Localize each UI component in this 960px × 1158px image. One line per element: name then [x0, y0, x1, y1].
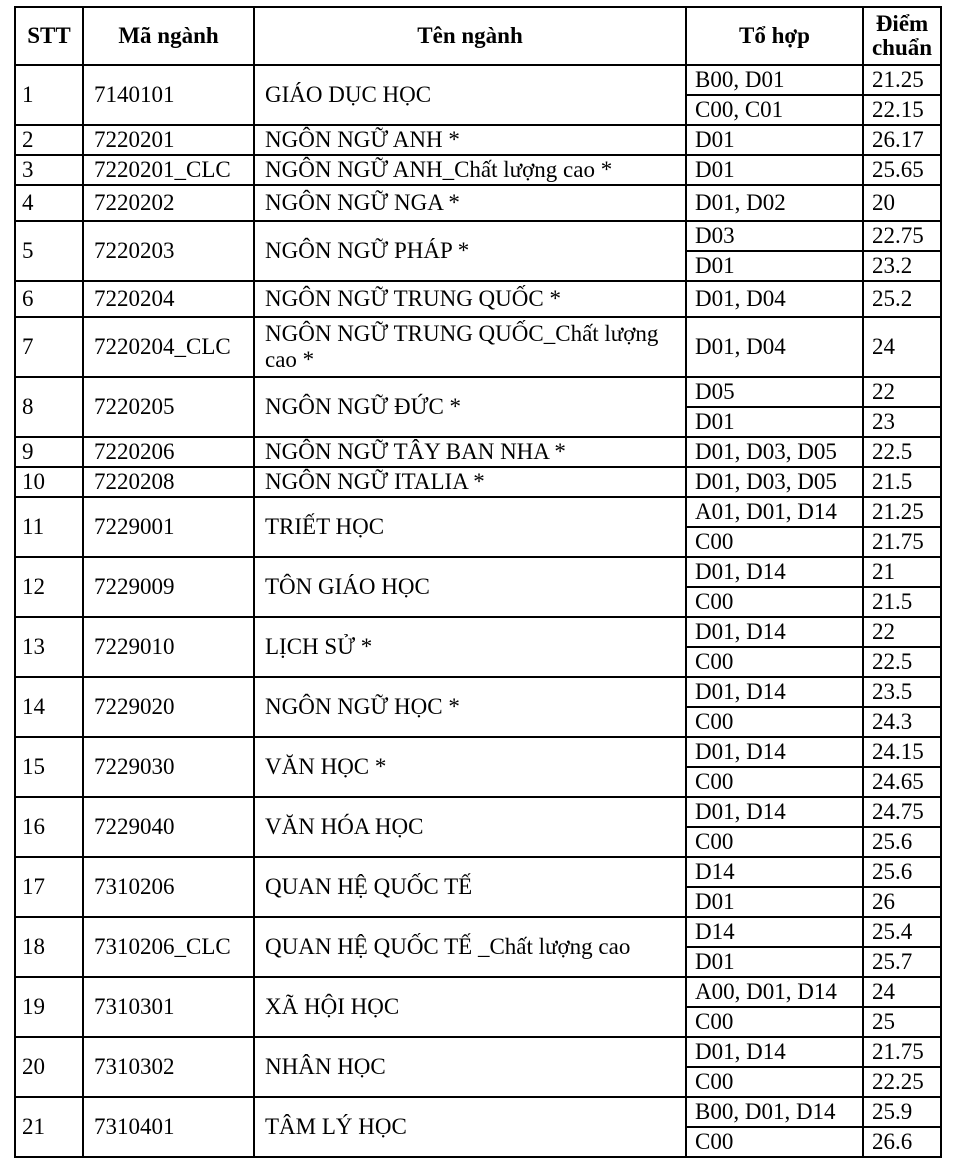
row-stt: 13 — [15, 617, 83, 677]
table-row — [15, 467, 941, 497]
row-subject-combo: D01, D14 — [686, 797, 863, 827]
row-benchmark-score: 22.75 — [863, 221, 941, 251]
row-subject-combo: D01, D14 — [686, 1037, 863, 1067]
row-subject-combo: C00 — [686, 1067, 863, 1097]
header-stt: STT — [15, 7, 83, 65]
row-benchmark-score: 22 — [863, 377, 941, 407]
row-subject-combo: D01, D04 — [686, 281, 863, 317]
table-row — [15, 437, 941, 467]
row-major-code: 7220205 — [83, 377, 254, 437]
row-stt: 3 — [15, 155, 83, 185]
table-row — [15, 125, 941, 155]
row-subject-combo: D01 — [686, 251, 863, 281]
row-major-code: 7229040 — [83, 797, 254, 857]
row-major-name: QUAN HỆ QUỐC TẾ — [254, 857, 686, 917]
row-subject-combo: C00 — [686, 1007, 863, 1037]
row-subject-combo: B00, D01 — [686, 65, 863, 95]
row-major-code: 7220204 — [83, 281, 254, 317]
row-benchmark-score: 21 — [863, 557, 941, 587]
row-major-code: 7310401 — [83, 1097, 254, 1157]
row-major-code: 7220203 — [83, 221, 254, 281]
row-major-name: QUAN HỆ QUỐC TẾ _Chất lượng cao — [254, 917, 686, 977]
row-benchmark-score: 20 — [863, 185, 941, 221]
row-subject-combo: D14 — [686, 857, 863, 887]
row-major-code: 7229001 — [83, 497, 254, 557]
row-major-name: NHÂN HỌC — [254, 1037, 686, 1097]
row-stt: 17 — [15, 857, 83, 917]
row-stt: 16 — [15, 797, 83, 857]
row-benchmark-score: 25.6 — [863, 857, 941, 887]
table-row — [15, 857, 941, 887]
table-row — [15, 737, 941, 767]
row-subject-combo: D01, D02 — [686, 185, 863, 221]
table-body — [15, 65, 941, 1157]
row-major-name: NGÔN NGỮ TÂY BAN NHA * — [254, 437, 686, 467]
row-subject-combo: A00, D01, D14 — [686, 977, 863, 1007]
table-row — [15, 977, 941, 1007]
header-major-code: Mã ngành — [83, 7, 254, 65]
row-benchmark-score: 24.3 — [863, 707, 941, 737]
row-stt: 2 — [15, 125, 83, 155]
row-benchmark-score: 21.5 — [863, 587, 941, 617]
row-stt: 19 — [15, 977, 83, 1037]
row-stt: 21 — [15, 1097, 83, 1157]
row-benchmark-score: 21.25 — [863, 65, 941, 95]
row-stt: 7 — [15, 317, 83, 377]
table-row — [15, 317, 941, 377]
table-row — [15, 155, 941, 185]
row-major-name: NGÔN NGỮ ANH * — [254, 125, 686, 155]
row-subject-combo: C00 — [686, 647, 863, 677]
row-benchmark-score: 25.2 — [863, 281, 941, 317]
row-major-code: 7220208 — [83, 467, 254, 497]
row-subject-combo: C00 — [686, 587, 863, 617]
row-major-code: 7229030 — [83, 737, 254, 797]
row-subject-combo: C00 — [686, 1127, 863, 1157]
row-major-name: NGÔN NGỮ NGA * — [254, 185, 686, 221]
row-subject-combo: C00, C01 — [686, 95, 863, 125]
row-benchmark-score: 25.7 — [863, 947, 941, 977]
row-benchmark-score: 25.9 — [863, 1097, 941, 1127]
row-benchmark-score: 24.15 — [863, 737, 941, 767]
row-stt: 20 — [15, 1037, 83, 1097]
table-row — [15, 497, 941, 527]
row-major-code: 7310206 — [83, 857, 254, 917]
table-row — [15, 797, 941, 827]
row-subject-combo: D01 — [686, 947, 863, 977]
row-major-name: NGÔN NGỮ HỌC * — [254, 677, 686, 737]
row-major-name: NGÔN NGỮ ITALIA * — [254, 467, 686, 497]
row-benchmark-score: 26 — [863, 887, 941, 917]
row-subject-combo: D01, D14 — [686, 737, 863, 767]
row-subject-combo: D01, D03, D05 — [686, 467, 863, 497]
row-subject-combo: A01, D01, D14 — [686, 497, 863, 527]
row-subject-combo: D01, D14 — [686, 557, 863, 587]
row-stt: 15 — [15, 737, 83, 797]
row-stt: 18 — [15, 917, 83, 977]
row-major-code: 7220204_CLC — [83, 317, 254, 377]
row-major-code: 7310301 — [83, 977, 254, 1037]
table-row — [15, 1037, 941, 1067]
row-major-code: 7229010 — [83, 617, 254, 677]
row-major-code: 7220201_CLC — [83, 155, 254, 185]
row-benchmark-score: 22 — [863, 617, 941, 647]
row-stt: 5 — [15, 221, 83, 281]
row-benchmark-score: 25 — [863, 1007, 941, 1037]
row-major-code: 7229009 — [83, 557, 254, 617]
row-benchmark-score: 22.25 — [863, 1067, 941, 1097]
table-row — [15, 917, 941, 947]
row-stt: 6 — [15, 281, 83, 317]
row-subject-combo: D01, D04 — [686, 317, 863, 377]
row-stt: 10 — [15, 467, 83, 497]
row-subject-combo: D05 — [686, 377, 863, 407]
row-stt: 9 — [15, 437, 83, 467]
row-major-code: 7310206_CLC — [83, 917, 254, 977]
row-benchmark-score: 22.5 — [863, 437, 941, 467]
row-benchmark-score: 26.17 — [863, 125, 941, 155]
row-subject-combo: D01 — [686, 887, 863, 917]
row-major-name: XÃ HỘI HỌC — [254, 977, 686, 1037]
row-major-name: TRIẾT HỌC — [254, 497, 686, 557]
row-benchmark-score: 21.75 — [863, 1037, 941, 1067]
row-benchmark-score: 24 — [863, 977, 941, 1007]
row-stt: 1 — [15, 65, 83, 125]
row-benchmark-score: 22.5 — [863, 647, 941, 677]
table-row — [15, 677, 941, 707]
row-subject-combo: D01 — [686, 407, 863, 437]
header-score-line1: Điểm — [875, 11, 929, 36]
admission-scores-table — [14, 6, 942, 1158]
table-row — [15, 185, 941, 221]
row-major-name: NGÔN NGỮ ĐỨC * — [254, 377, 686, 437]
row-stt: 8 — [15, 377, 83, 437]
row-benchmark-score: 25.6 — [863, 827, 941, 857]
header-score-line2: chuẩn — [871, 35, 933, 60]
row-subject-combo: C00 — [686, 707, 863, 737]
row-subject-combo: D01, D14 — [686, 677, 863, 707]
row-major-code: 7229020 — [83, 677, 254, 737]
table-row — [15, 617, 941, 647]
row-major-name: VĂN HỌC * — [254, 737, 686, 797]
row-major-name: LỊCH SỬ * — [254, 617, 686, 677]
table-row — [15, 221, 941, 251]
table-row — [15, 281, 941, 317]
row-subject-combo: C00 — [686, 767, 863, 797]
header-subject-combo: Tổ hợp — [686, 7, 863, 65]
row-major-name: TÂM LÝ HỌC — [254, 1097, 686, 1157]
row-stt: 14 — [15, 677, 83, 737]
row-subject-combo: D01 — [686, 125, 863, 155]
row-benchmark-score: 24 — [863, 317, 941, 377]
table-row — [15, 1097, 941, 1127]
row-major-name: NGÔN NGỮ ANH_Chất lượng cao * — [254, 155, 686, 185]
row-major-code: 7140101 — [83, 65, 254, 125]
row-subject-combo: D03 — [686, 221, 863, 251]
row-benchmark-score: 25.65 — [863, 155, 941, 185]
row-benchmark-score: 23.2 — [863, 251, 941, 281]
row-stt: 12 — [15, 557, 83, 617]
row-subject-combo: B00, D01, D14 — [686, 1097, 863, 1127]
admission-scores-table-container — [14, 6, 942, 1158]
row-benchmark-score: 21.75 — [863, 527, 941, 557]
row-benchmark-score: 22.15 — [863, 95, 941, 125]
table-header — [15, 7, 941, 65]
row-stt: 4 — [15, 185, 83, 221]
row-major-name: GIÁO DỤC HỌC — [254, 65, 686, 125]
row-benchmark-score: 21.5 — [863, 467, 941, 497]
row-subject-combo: C00 — [686, 527, 863, 557]
row-major-name: VĂN HÓA HỌC — [254, 797, 686, 857]
row-subject-combo: D01, D03, D05 — [686, 437, 863, 467]
header-benchmark-score — [863, 7, 941, 65]
row-benchmark-score: 23.5 — [863, 677, 941, 707]
row-major-name: NGÔN NGỮ PHÁP * — [254, 221, 686, 281]
row-benchmark-score: 25.4 — [863, 917, 941, 947]
header-major-name: Tên ngành — [254, 7, 686, 65]
table-row — [15, 557, 941, 587]
row-subject-combo: D14 — [686, 917, 863, 947]
row-major-code: 7220202 — [83, 185, 254, 221]
row-subject-combo: D01, D14 — [686, 617, 863, 647]
row-benchmark-score: 21.25 — [863, 497, 941, 527]
row-subject-combo: C00 — [686, 827, 863, 857]
row-benchmark-score: 23 — [863, 407, 941, 437]
row-major-code: 7220206 — [83, 437, 254, 467]
row-stt: 11 — [15, 497, 83, 557]
row-benchmark-score: 24.65 — [863, 767, 941, 797]
row-major-name: NGÔN NGỮ TRUNG QUỐC_Chất lượng cao * — [254, 317, 686, 377]
table-row — [15, 65, 941, 95]
row-subject-combo: D01 — [686, 155, 863, 185]
table-row — [15, 377, 941, 407]
row-benchmark-score: 26.6 — [863, 1127, 941, 1157]
row-major-code: 7310302 — [83, 1037, 254, 1097]
row-major-code: 7220201 — [83, 125, 254, 155]
row-benchmark-score: 24.75 — [863, 797, 941, 827]
row-major-name: TÔN GIÁO HỌC — [254, 557, 686, 617]
row-major-name: NGÔN NGỮ TRUNG QUỐC * — [254, 281, 686, 317]
